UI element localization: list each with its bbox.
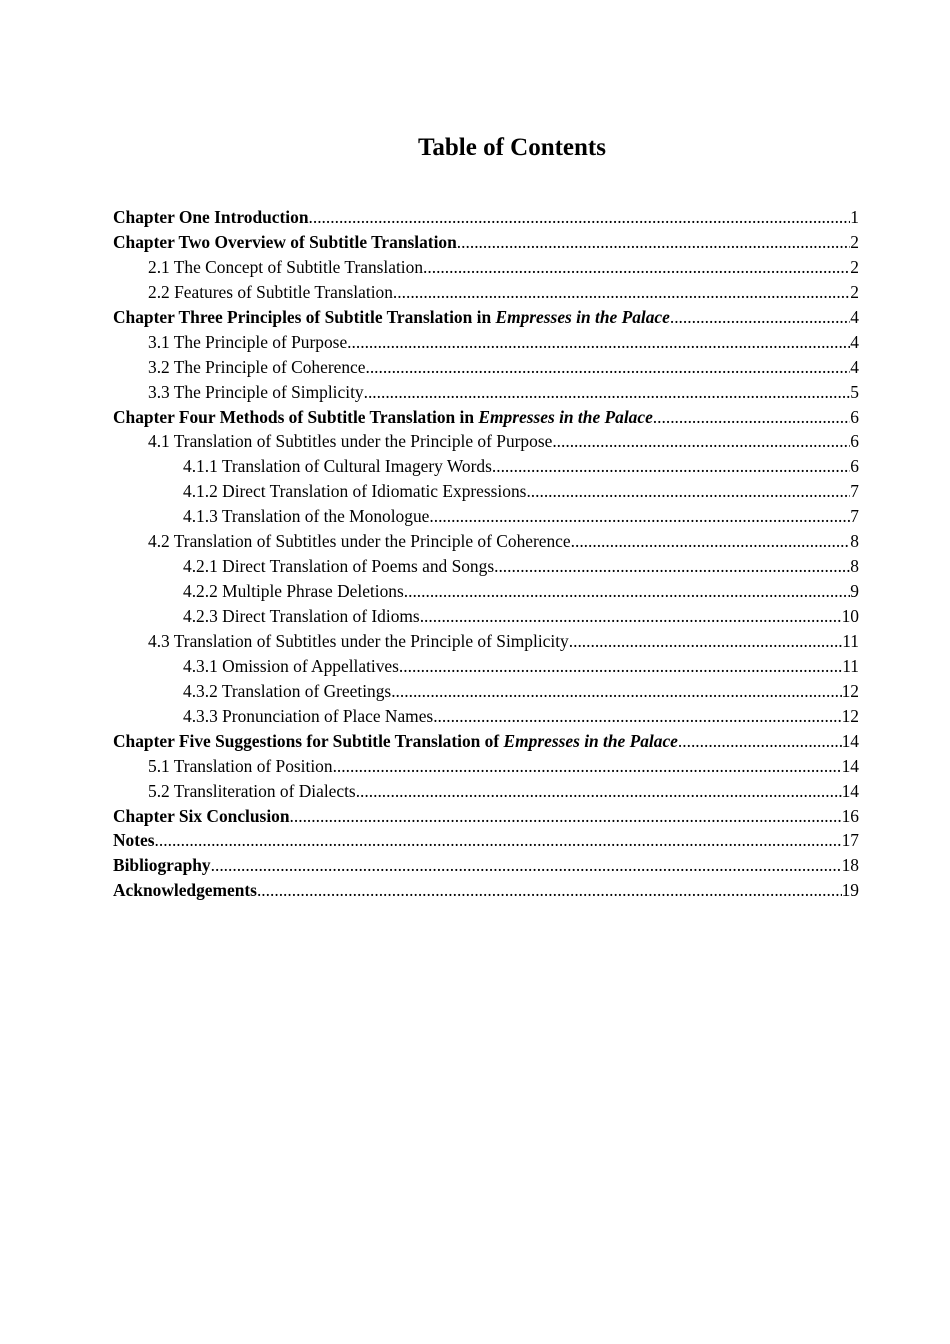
toc-entry-title [148,429,552,454]
toc-page-number: 8 [850,556,859,577]
toc-page-number: 2 [850,231,859,252]
toc-page-number: 6 [850,456,859,477]
dot-leader [552,429,850,454]
toc-entry[interactable] [113,205,859,230]
toc-entry-text: Bibliography [113,855,211,876]
toc-entry-text: 4.3.3 Pronunciation of Place Names [183,705,434,726]
dot-leader [571,529,851,554]
toc-entry-text: 4.3.2 Translation of Greetings [183,680,392,701]
toc-entry[interactable] [113,729,859,754]
toc-entry-title [148,330,347,355]
dot-leader [309,205,851,230]
toc-entry[interactable] [113,405,859,430]
toc-entry-text: Notes [113,830,155,851]
toc-entry-text: Acknowledgements [113,880,257,901]
toc-entry-text: 2.2 Features of Subtitle Translation [148,281,393,302]
toc-entry[interactable] [113,355,859,380]
toc-entry-text: 4.2 Translation of Subtitles under the Principle of Coherence [148,531,571,552]
dot-leader [678,729,842,754]
dot-leader [391,679,841,704]
toc-entry-title [183,454,492,479]
toc-page-number: 7 [850,481,859,502]
toc-entry-title [113,305,670,330]
toc-entry-title [148,779,356,804]
dot-leader [155,828,842,853]
toc-entry[interactable] [113,529,859,554]
toc-entry[interactable] [113,554,859,579]
toc-entry-text: 4.2.2 Multiple Phrase Deletions [183,581,404,602]
dot-leader [423,255,850,280]
page-title: Table of Contents [418,134,606,161]
toc-entry-title [113,828,155,853]
toc-page-number: 1 [850,207,859,227]
toc-entry-text: 4.2.3 Direct Translation of Idioms [183,606,420,626]
dot-leader [404,579,851,604]
toc-entry-title [183,479,526,504]
toc-entry[interactable] [113,804,859,829]
toc-page-number: 12 [841,705,859,726]
toc-page-number: 11 [842,630,859,651]
toc-page-number: 11 [842,655,859,676]
toc-page-number: 17 [841,830,859,851]
toc-page-number: 4 [850,331,859,352]
toc-entry-text: 5.1 Translation of Position [148,755,333,776]
toc-entry[interactable] [113,629,859,654]
dot-leader [457,230,851,255]
dot-leader [526,479,850,504]
toc-page-number: 4 [850,306,859,327]
toc-entry[interactable] [113,828,859,853]
toc-entry[interactable] [113,255,859,280]
toc-entry[interactable] [113,779,859,804]
toc-entry-title [113,405,653,430]
toc-entry-text: 4.1.2 Direct Translation of Idiomatic Expressions [183,481,527,502]
toc-entry-title [148,629,569,654]
toc-entry-text: Chapter Six Conclusion [113,805,290,826]
toc-entry[interactable] [113,754,859,779]
toc-page-number: 4 [850,356,859,377]
dot-leader [333,754,842,779]
toc-page-number: 14 [841,755,859,776]
toc-entry-text: 3.3 The Principle of Simplicity [148,381,364,402]
dot-leader [365,355,850,380]
toc-entry[interactable] [113,604,859,629]
toc-entry[interactable] [113,429,859,454]
toc-entry-italic-title: Empresses in the Palace [503,730,678,751]
toc-entry-text: 5.2 Transliteration of Dialects [148,780,356,801]
toc-entry-title [183,704,433,729]
toc-entry[interactable] [113,380,859,405]
dot-leader [364,380,851,405]
toc-entry-title [148,255,423,280]
toc-entry-text: Chapter Two Overview of Subtitle Translation [113,231,457,252]
toc-entry-text: Chapter Four Methods of Subtitle Translation in [113,406,479,427]
toc-page-number: 10 [841,606,859,626]
toc-page-number: 19 [841,880,859,901]
toc-entry-text: 4.3 Translation of Subtitles under the Principle of Simplicity [148,630,569,651]
toc-entry[interactable] [113,230,859,255]
toc-entry-italic-title: Empresses in the Palace [495,306,670,327]
toc-page-number: 8 [850,531,859,552]
dot-leader [433,704,841,729]
toc-page-number: 6 [850,406,859,427]
toc-entry-title [148,529,571,554]
toc-entry-text: 3.2 The Principle of Coherence [148,356,366,377]
toc-entry-title [113,205,309,230]
toc-page-number: 7 [850,506,859,527]
toc-entry[interactable] [113,504,859,529]
dot-leader [257,878,842,903]
toc-entry-text: Chapter One Introduction [113,207,309,227]
toc-page-number: 14 [841,730,859,751]
toc-entry-text: 4.2.1 Direct Translation of Poems and Songs [183,556,495,577]
toc-entry-title [183,579,404,604]
toc-entry-text: 4.1.1 Translation of Cultural Imagery Words [183,456,492,477]
dot-leader [429,504,850,529]
toc-entry[interactable] [113,330,859,355]
dot-leader [399,654,842,679]
toc-entry-title [183,604,420,629]
toc-entry-title [183,554,494,579]
toc-entry-title [113,878,257,903]
toc-entry-title [113,853,211,878]
toc-entry-title [183,504,429,529]
toc-entry-text: 3.1 The Principle of Purpose [148,331,348,352]
toc-entry[interactable] [113,305,859,330]
toc-entry-title [113,230,457,255]
dot-leader [494,554,850,579]
toc-entry-text: 2.1 The Concept of Subtitle Translation [148,256,424,277]
toc-entry-title [148,280,393,305]
toc-page-number: 5 [850,381,859,402]
toc-entry-text: 4.1 Translation of Subtitles under the Principle of Purpose [148,431,553,452]
toc-page-number: 16 [841,805,859,826]
dot-leader [290,804,842,829]
dot-leader [211,853,842,878]
dot-leader [420,604,842,629]
toc-page-number: 6 [850,431,859,452]
toc-entry-title [113,729,678,754]
toc-entry-title [183,679,391,704]
toc-entry-text: Chapter Five Suggestions for Subtitle Translation of [113,730,504,751]
toc-page-number: 2 [850,281,859,302]
toc-page-number: 12 [841,680,859,701]
toc-entry-text: 4.3.1 Omission of Appellatives [183,655,399,676]
toc-entry-title [183,654,399,679]
toc-entry-title [148,754,333,779]
dot-leader [347,330,850,355]
toc-page-number: 2 [850,256,859,277]
toc-entry[interactable] [113,579,859,604]
toc-entry-title [148,380,364,405]
dot-leader [492,454,850,479]
toc-page-number: 18 [841,855,859,876]
toc-entry[interactable] [113,479,859,504]
table-of-contents [113,205,859,903]
dot-leader [569,629,843,654]
dot-leader [393,280,850,305]
toc-page-number: 9 [850,581,859,602]
toc-entry-italic-title: Empresses in the Palace [478,406,653,427]
toc-entry[interactable] [113,704,859,729]
dot-leader [356,779,842,804]
dot-leader [653,405,851,430]
toc-entry[interactable] [113,454,859,479]
toc-entry-title [113,804,290,829]
toc-entry[interactable] [113,853,859,878]
toc-entry[interactable] [113,878,859,903]
toc-entry-title [148,355,365,380]
toc-entry[interactable] [113,679,859,704]
dot-leader [670,305,850,330]
toc-page-number: 14 [841,780,859,801]
toc-entry-text: 4.1.3 Translation of the Monologue [183,506,430,527]
toc-entry-text: Chapter Three Principles of Subtitle Translation in [113,306,496,327]
toc-entry[interactable] [113,654,859,679]
toc-entry[interactable] [113,280,859,305]
